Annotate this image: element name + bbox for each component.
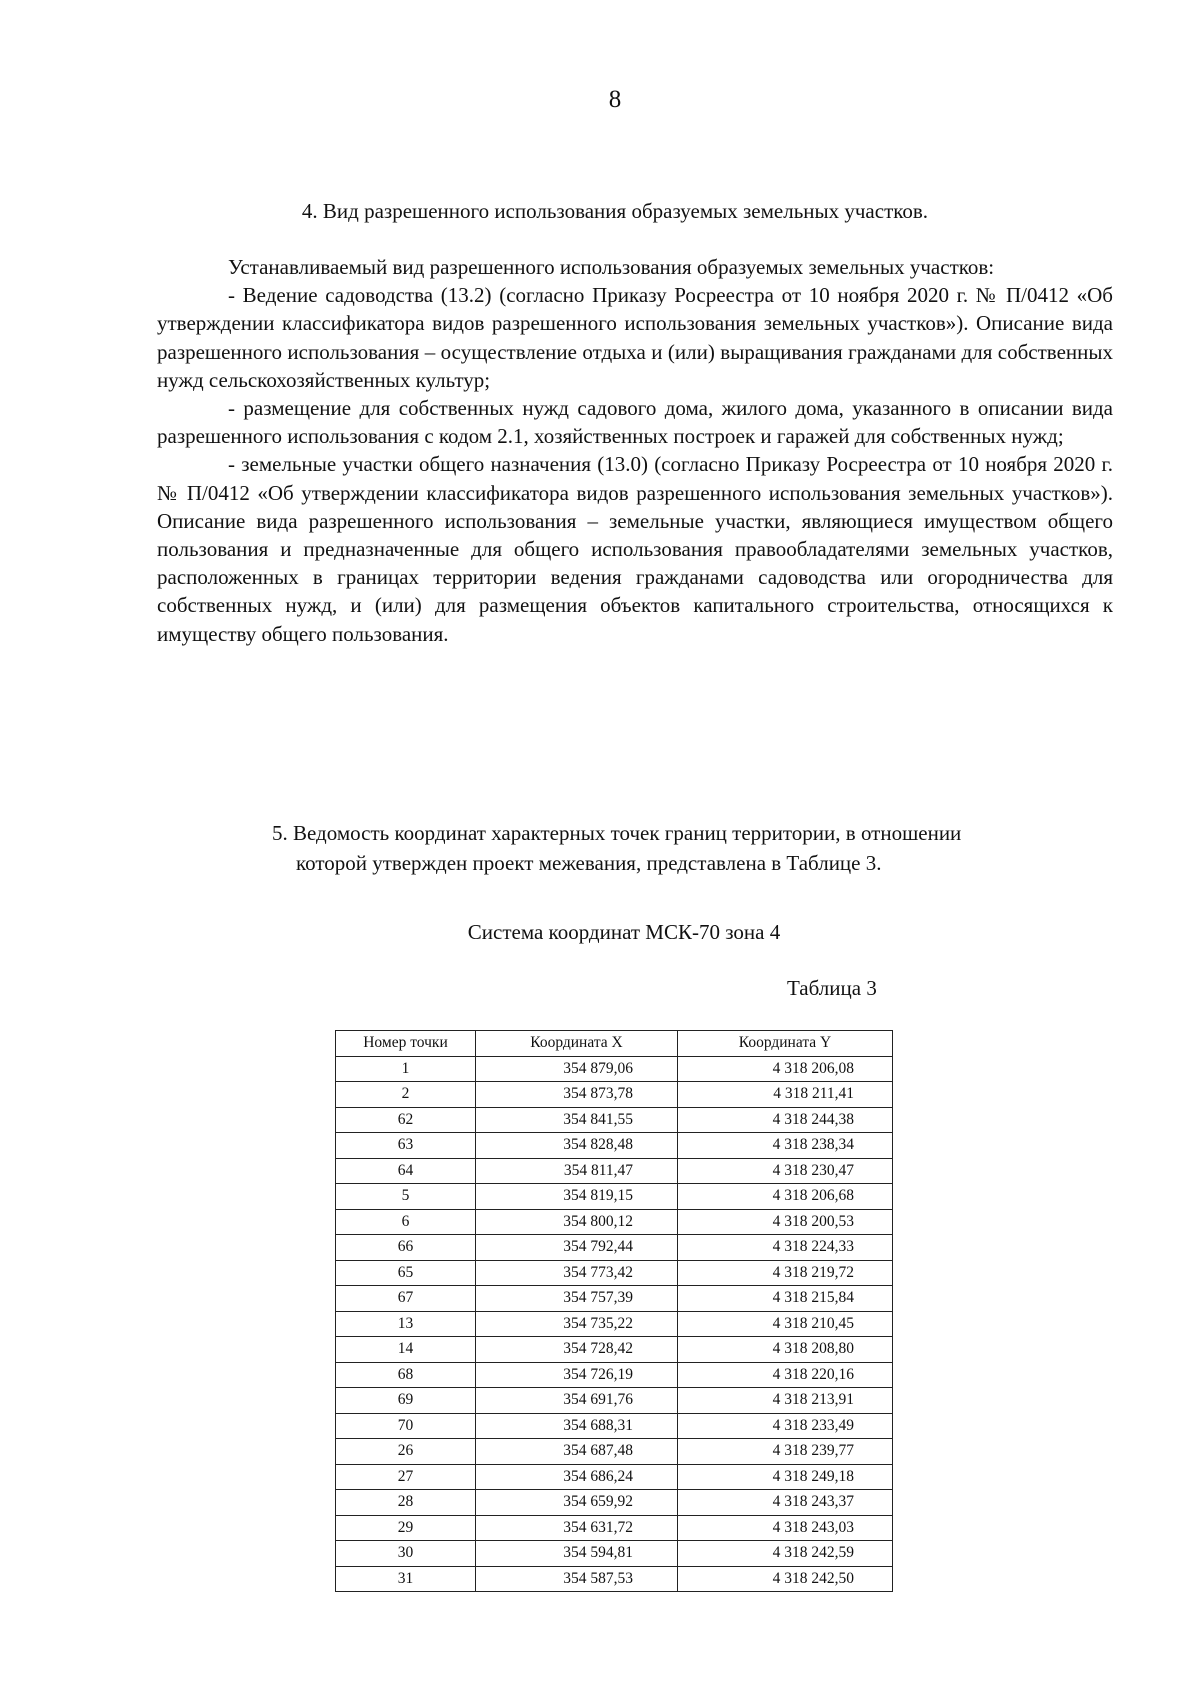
coord-x-cell: 354 757,39 [476, 1286, 678, 1312]
table-row [336, 1337, 893, 1363]
coord-x-cell: 354 726,19 [476, 1362, 678, 1388]
point-number-cell: 29 [336, 1515, 476, 1541]
table-body [336, 1056, 893, 1592]
table-row [336, 1362, 893, 1388]
coord-x-cell: 354 735,22 [476, 1311, 678, 1337]
paragraph-intro: Устанавливаемый вид разрешенного использования образуемых земельных участков: [228, 255, 995, 279]
coordinate-system-caption: Система координат МСК-70 зона 4 [467, 920, 781, 944]
coord-x-cell: 354 631,72 [476, 1515, 678, 1541]
coord-y-cell: 4 318 206,68 [678, 1184, 893, 1210]
point-number-cell: 30 [336, 1541, 476, 1567]
table-row [336, 1056, 893, 1082]
coord-y-cell: 4 318 243,37 [678, 1490, 893, 1516]
table-row [336, 1439, 893, 1465]
point-number-cell: 13 [336, 1311, 476, 1337]
coord-y-cell: 4 318 249,18 [678, 1464, 893, 1490]
point-number-cell: 64 [336, 1158, 476, 1184]
section-5-line-1: 5. Ведомость координат характерных точек границ территории, в отношении [272, 821, 962, 845]
point-number-cell: 69 [336, 1388, 476, 1414]
point-number-cell: 68 [336, 1362, 476, 1388]
coord-x-cell: 354 879,06 [476, 1056, 678, 1082]
coord-x-cell: 354 841,55 [476, 1107, 678, 1133]
point-number-cell: 67 [336, 1286, 476, 1312]
coord-x-cell: 354 691,76 [476, 1388, 678, 1414]
table-header-row [336, 1031, 893, 1057]
table-row [336, 1235, 893, 1261]
section-5-line-2: которой утвержден проект межевания, представлена в Таблице 3. [296, 851, 882, 875]
table-row [336, 1311, 893, 1337]
section-5-heading [272, 818, 1092, 878]
table-label: Таблица 3 [787, 976, 877, 1000]
coord-x-cell: 354 728,42 [476, 1337, 678, 1363]
point-number-cell: 63 [336, 1133, 476, 1159]
coord-x-cell: 354 828,48 [476, 1133, 678, 1159]
point-number-cell: 26 [336, 1439, 476, 1465]
point-number-cell: 28 [336, 1490, 476, 1516]
table-row [336, 1158, 893, 1184]
header-coord-y: Координата Y [678, 1031, 893, 1057]
table-row [336, 1082, 893, 1108]
coord-x-cell: 354 687,48 [476, 1439, 678, 1465]
table-row [336, 1133, 893, 1159]
coord-y-cell: 4 318 239,77 [678, 1439, 893, 1465]
table-row [336, 1209, 893, 1235]
point-number-cell: 70 [336, 1413, 476, 1439]
table-row [336, 1490, 893, 1516]
section-4-heading: 4. Вид разрешенного использования образуемых земельных участков. [301, 199, 929, 223]
coord-y-cell: 4 318 215,84 [678, 1286, 893, 1312]
coord-y-cell: 4 318 242,59 [678, 1541, 893, 1567]
coord-x-cell: 354 792,44 [476, 1235, 678, 1261]
point-number-cell: 66 [336, 1235, 476, 1261]
coord-x-cell: 354 800,12 [476, 1209, 678, 1235]
table-row [336, 1464, 893, 1490]
table-row [336, 1515, 893, 1541]
header-coord-x: Координата X [476, 1031, 678, 1057]
coord-y-cell: 4 318 213,91 [678, 1388, 893, 1414]
header-point-number: Номер точки [336, 1031, 476, 1057]
table-row [336, 1286, 893, 1312]
coord-y-cell: 4 318 230,47 [678, 1158, 893, 1184]
coord-y-cell: 4 318 200,53 [678, 1209, 893, 1235]
coord-y-cell: 4 318 206,08 [678, 1056, 893, 1082]
coord-x-cell: 354 811,47 [476, 1158, 678, 1184]
coord-x-cell: 354 773,42 [476, 1260, 678, 1286]
point-number-cell: 1 [336, 1056, 476, 1082]
coord-y-cell: 4 318 211,41 [678, 1082, 893, 1108]
coord-y-cell: 4 318 243,03 [678, 1515, 893, 1541]
coord-x-cell: 354 587,53 [476, 1566, 678, 1592]
table-row [336, 1413, 893, 1439]
coord-y-cell: 4 318 208,80 [678, 1337, 893, 1363]
point-number-cell: 27 [336, 1464, 476, 1490]
coord-x-cell: 354 688,31 [476, 1413, 678, 1439]
coord-y-cell: 4 318 224,33 [678, 1235, 893, 1261]
point-number-cell: 31 [336, 1566, 476, 1592]
table-row [336, 1388, 893, 1414]
table-row [336, 1541, 893, 1567]
coordinates-table [335, 1030, 893, 1592]
paragraph-common-land: - земельные участки общего назначения (13.0) (согласно Приказу Росреестра от 10 ноября 2020 г. № П/0412 «Об утверждении классификатора видов разрешенного использования земельных участков»). Описание вида разрешенного использования – земельные участки, являющиеся имуществом общего пользования и предназначенные для общего использования правообладателями земельных участков, расположенных в границах территории ведения гражданами садоводства или огородничества для собственных нужд, и (или) для размещения объектов капитального строительства, относящихся к имуществу общего пользования. [157, 452, 1113, 646]
coord-x-cell: 354 686,24 [476, 1464, 678, 1490]
coord-x-cell: 354 594,81 [476, 1541, 678, 1567]
paragraph-gardening: - Ведение садоводства (13.2) (согласно Приказу Росреестра от 10 ноября 2020 г. № П/0412 «Об утверждении классификатора видов разрешенного использования земельных участков»). Описание вида разрешенного использования – осуществление отдыха и (или) выращивания гражданами для собственных нужд сельскохозяйственных культур; [157, 283, 1113, 392]
table-row [336, 1107, 893, 1133]
coord-y-cell: 4 318 238,34 [678, 1133, 893, 1159]
table-row [336, 1184, 893, 1210]
coord-y-cell: 4 318 244,38 [678, 1107, 893, 1133]
section-4-body [157, 253, 1113, 648]
paragraph-placement: - размещение для собственных нужд садового дома, жилого дома, указанного в описании вида разрешенного использования с кодом 2.1, хозяйственных построек и гаражей для собственных нужд; [157, 396, 1113, 449]
coord-y-cell: 4 318 220,16 [678, 1362, 893, 1388]
coord-x-cell: 354 873,78 [476, 1082, 678, 1108]
point-number-cell: 2 [336, 1082, 476, 1108]
point-number-cell: 14 [336, 1337, 476, 1363]
point-number-cell: 65 [336, 1260, 476, 1286]
coord-x-cell: 354 659,92 [476, 1490, 678, 1516]
point-number-cell: 6 [336, 1209, 476, 1235]
table-row [336, 1260, 893, 1286]
coord-y-cell: 4 318 210,45 [678, 1311, 893, 1337]
page-number: 8 [608, 86, 622, 113]
point-number-cell: 62 [336, 1107, 476, 1133]
coord-x-cell: 354 819,15 [476, 1184, 678, 1210]
coord-y-cell: 4 318 242,50 [678, 1566, 893, 1592]
coord-y-cell: 4 318 219,72 [678, 1260, 893, 1286]
point-number-cell: 5 [336, 1184, 476, 1210]
coord-y-cell: 4 318 233,49 [678, 1413, 893, 1439]
table-row [336, 1566, 893, 1592]
